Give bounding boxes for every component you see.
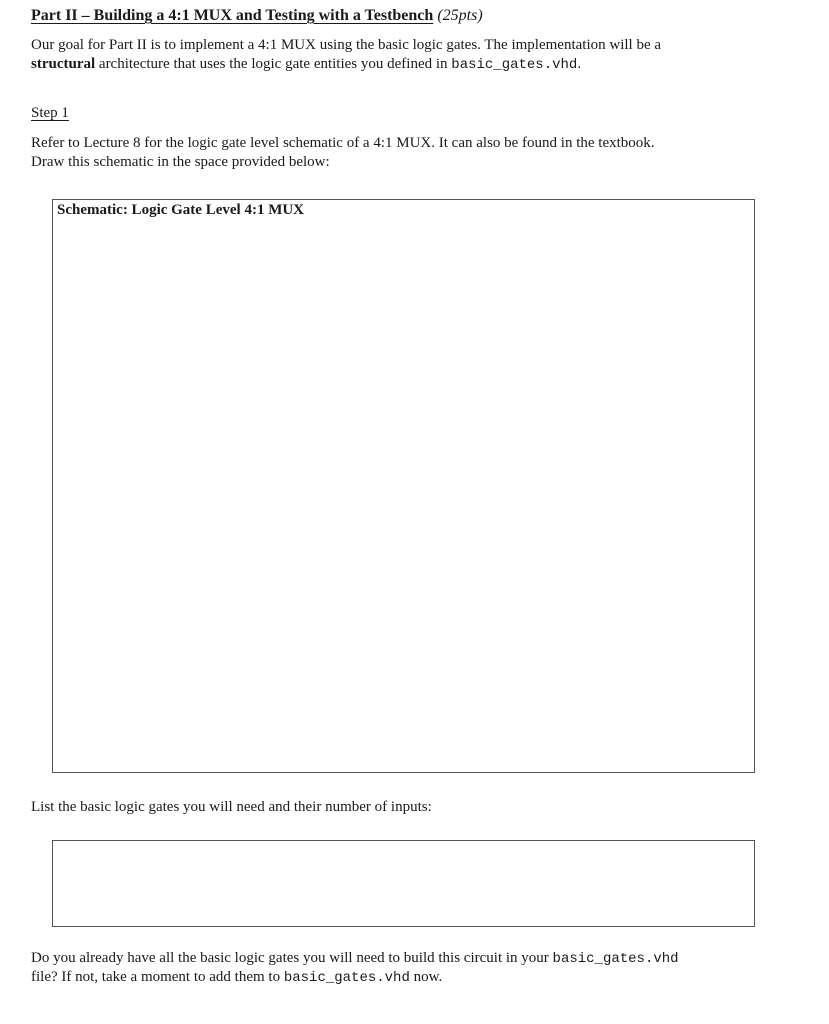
intro-text: architecture that uses the logic gate entities you defined in <box>95 56 452 72</box>
closing-code-1: basic_gates.vhd <box>552 951 679 967</box>
heading-prefix: Part II – <box>31 7 94 24</box>
closing-code-2: basic_gates.vhd <box>283 970 410 986</box>
closing-text-2: file? If not, take a moment to add them to <box>31 969 284 985</box>
heading-title: Building a 4:1 MUX and Testing with a Testbench <box>93 7 434 24</box>
step-1-label: Step 1 <box>31 105 69 121</box>
intro-end: . <box>577 56 582 72</box>
heading-underlined <box>31 7 433 24</box>
step-1-para-line-2: Draw this schematic in the space provided below: <box>31 154 330 170</box>
closing-line-1 <box>31 949 679 969</box>
closing-text: Do you already have all the basic logic gates you will need to build this circuit in your <box>31 950 553 966</box>
section-heading <box>31 6 483 25</box>
intro-code: basic_gates.vhd <box>451 57 578 73</box>
intro-line-2 <box>31 55 581 75</box>
closing-line-2 <box>31 968 442 988</box>
schematic-box[interactable] <box>52 199 755 773</box>
intro-line-1: Our goal for Part II is to implement a 4:1 MUX using the basic logic gates. The implementation will be a <box>31 37 662 53</box>
step-1-para-line-1: Refer to Lecture 8 for the logic gate level schematic of a 4:1 MUX. It can also be found in the textbook. <box>31 135 655 151</box>
intro-bold-word: structural <box>31 56 96 72</box>
heading-points: (25pts) <box>437 7 483 24</box>
list-prompt: List the basic logic gates you will need and their number of inputs: <box>31 799 432 815</box>
schematic-box-title: Schematic: Logic Gate Level 4:1 MUX <box>57 202 305 218</box>
closing-text-3: now. <box>409 969 443 985</box>
gates-answer-box[interactable] <box>52 840 755 927</box>
